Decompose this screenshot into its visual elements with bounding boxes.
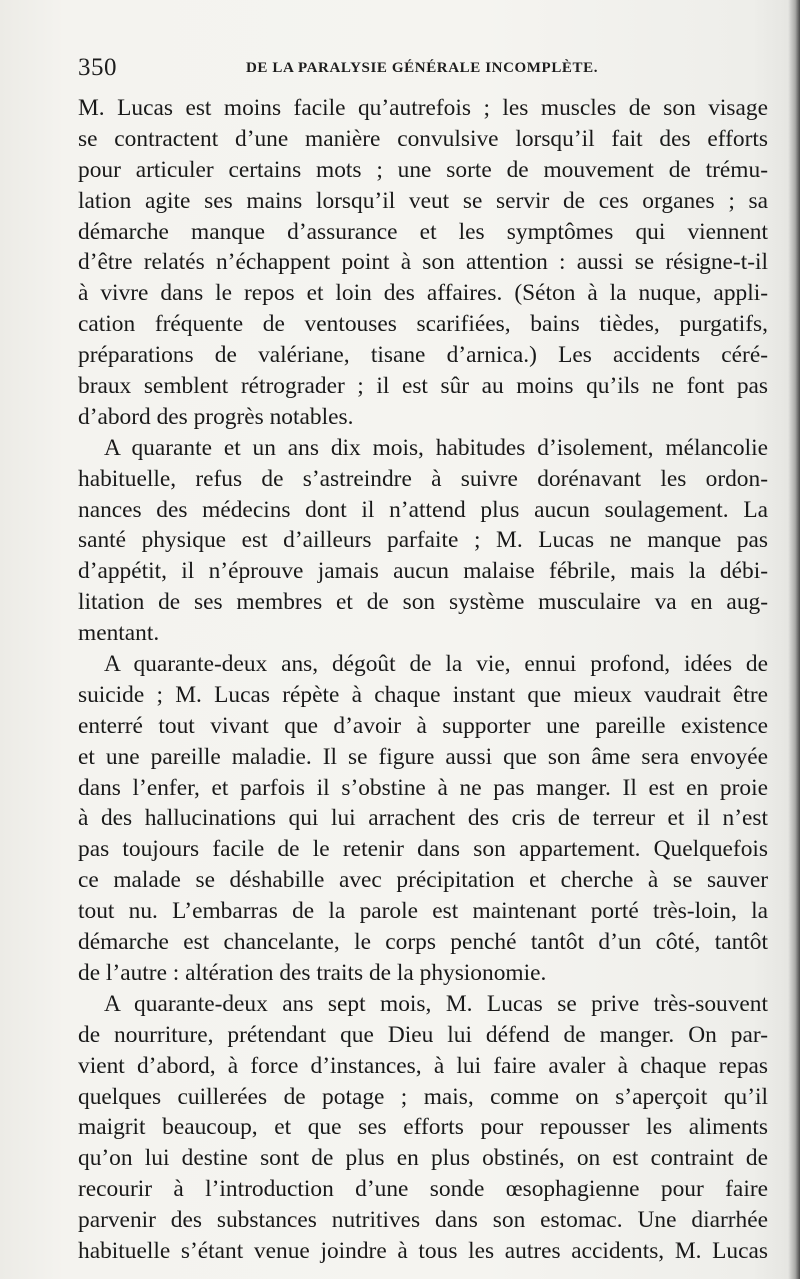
text-line: qu’on lui destine sont de plus en plus obstinés, on est contraint de — [78, 1145, 768, 1172]
text-line: à vivre dans le repos et loin des affaires. (Séton à la nuque, appli- — [78, 280, 768, 307]
text-line: enterré tout vivant que d’avoir à supporter une pareille existence — [78, 712, 768, 739]
text-line: préparations de valériane, tisane d’arnica.) Les accidents céré- — [78, 342, 768, 369]
text-line: à des hallucinations qui lui arrachent des cris de terreur et il n’est — [78, 805, 768, 832]
text-line: pour articuler certains mots ; une sorte de mouvement de trému- — [78, 156, 768, 183]
text-line: de l’autre : altération des traits de la physionomie. — [78, 959, 547, 986]
text-line: dans l’enfer, et parfois il s’obstine à ne pas manger. Il est en proie — [78, 774, 768, 801]
text-line: d’abord des progrès notables. — [78, 403, 354, 430]
paragraph-start-line: A quarante-deux ans sept mois, M. Lucas se prive très-souvent — [104, 990, 768, 1017]
paragraph-start-line: A quarante-deux ans, dégoût de la vie, ennui profond, idées de — [104, 651, 768, 678]
running-title: DE LA PARALYSIE GÉNÉRALE INCOMPLÈTE. — [246, 60, 599, 76]
page-edge-shadow — [788, 0, 800, 1279]
text-line: litation de ses membres et de son système musculaire va en aug- — [78, 589, 768, 616]
text-line: lation agite ses mains lorsqu’il veut se servir de ces organes ; sa — [78, 187, 768, 214]
page-header — [78, 54, 778, 82]
body-text — [78, 93, 768, 1267]
text-line: maigrit beaucoup, et que ses efforts pour repousser les aliments — [78, 1114, 768, 1141]
text-line: recourir à l’introduction d’une sonde œsophagienne pour faire — [78, 1176, 768, 1203]
text-line: santé physique est d’ailleurs parfaite ; M. Lucas ne manque pas — [78, 527, 768, 554]
text-line: et une pareille maladie. Il se figure aussi que son âme sera envoyée — [78, 743, 768, 770]
text-line: pas toujours facile de le retenir dans son appartement. Quelquefois — [78, 836, 768, 863]
text-line: habituelle, refus de s’astreindre à suivre dorénavant les ordon- — [78, 465, 768, 492]
text-line: se contractent d’une manière convulsive lorsqu’il fait des efforts — [78, 125, 768, 152]
text-line: vient d’abord, à force d’instances, à lui faire avaler à chaque repas — [78, 1052, 768, 1079]
text-line: quelques cuillerées de potage ; mais, comme on s’aperçoit qu’il — [78, 1083, 768, 1110]
text-line: cation fréquente de ventouses scarifiées, bains tièdes, purgatifs, — [78, 311, 768, 338]
text-line: d’être relatés n’échappent point à son attention : aussi se résigne-t-il — [78, 249, 768, 276]
text-line: démarche est chancelante, le corps penché tantôt d’un côté, tantôt — [78, 929, 768, 956]
text-line: ce malade se déshabille avec précipitation et cherche à se sauver — [78, 867, 768, 894]
text-line: habituelle s’étant venue joindre à tous les autres accidents, M. Lucas — [78, 1237, 768, 1264]
text-line: M. Lucas est moins facile qu’autrefois ; les muscles de son visage — [78, 95, 768, 121]
text-line: parvenir des substances nutritives dans son estomac. Une diarrhée — [78, 1207, 768, 1234]
paragraph-start-line: A quarante et un ans dix mois, habitudes d’isolement, mélancolie — [104, 434, 768, 461]
text-line: suicide ; M. Lucas répète à chaque instant que mieux vaudrait être — [78, 681, 768, 708]
text-line: tout nu. L’embarras de la parole est maintenant porté très-loin, la — [78, 898, 768, 925]
text-line: nances des médecins dont il n’attend plus aucun soulagement. La — [78, 496, 768, 523]
text-line: de nourriture, prétendant que Dieu lui défend de manger. On par- — [78, 1021, 768, 1048]
page-number: 350 — [78, 54, 117, 81]
text-line: mentant. — [78, 620, 160, 647]
text-line: démarche manque d’assurance et les symptômes qui viennent — [78, 218, 768, 245]
text-line: d’appétit, il n’éprouve jamais aucun malaise fébrile, mais la débi- — [78, 558, 768, 585]
text-line: braux semblent rétrograder ; il est sûr au moins qu’ils ne font pas — [78, 373, 768, 400]
